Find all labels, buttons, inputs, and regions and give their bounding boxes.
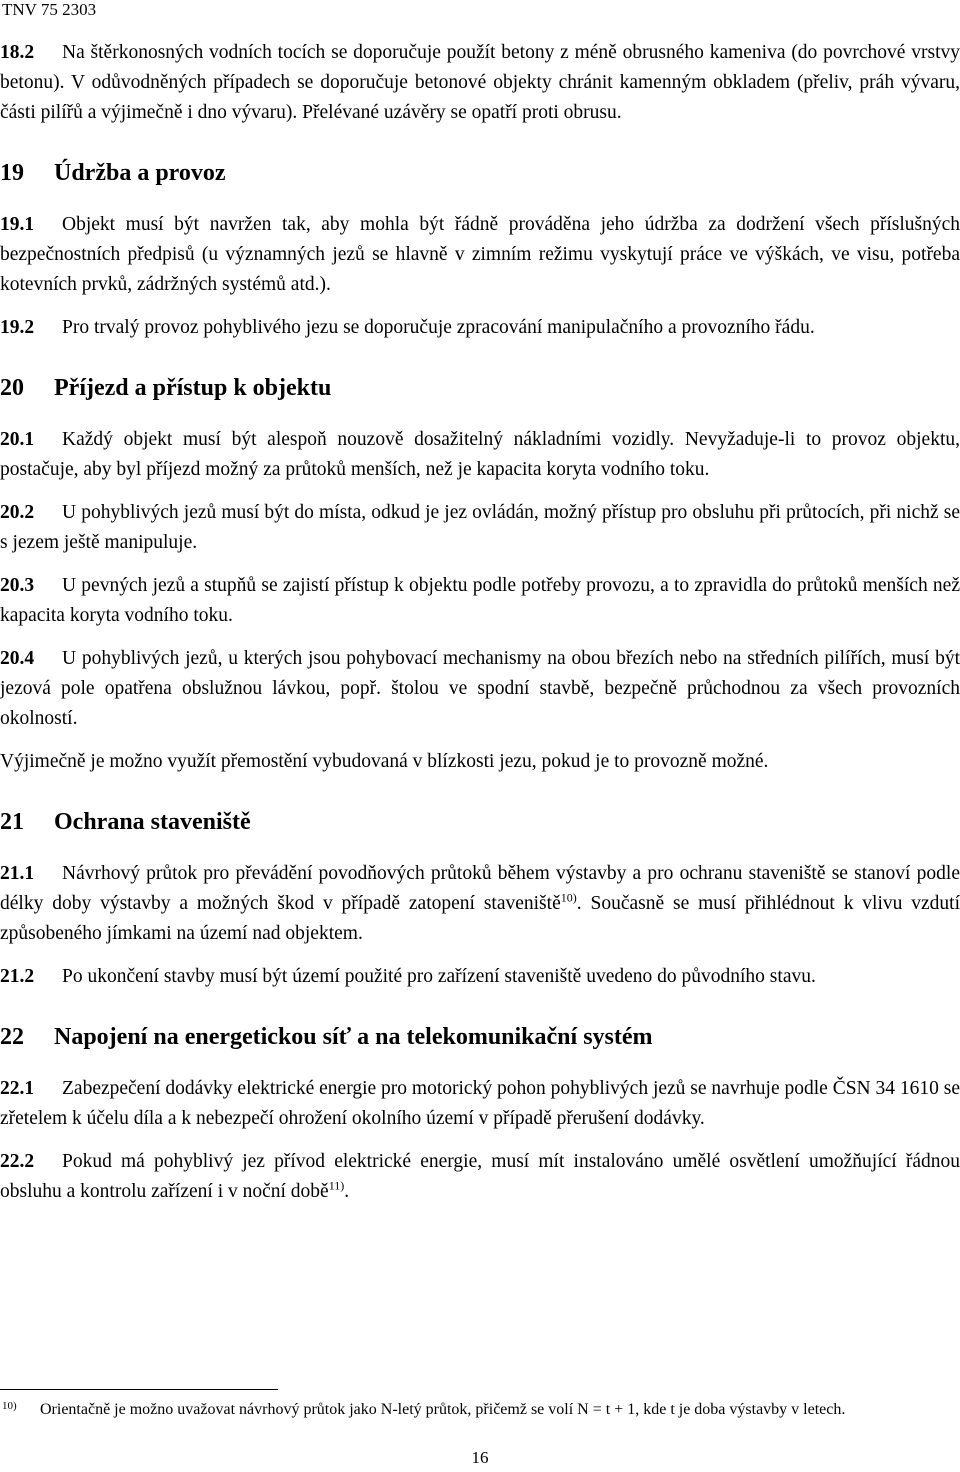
- paragraph-21-2: [0, 962, 960, 992]
- paragraph-number: 21.2: [0, 966, 35, 987]
- footnote-divider: [0, 1389, 278, 1390]
- section-heading-19: [0, 158, 960, 188]
- section-title: Ochrana staveniště: [54, 809, 251, 835]
- paragraph-text: Na štěrkonosných vodních tocích se doporučuje použít betony z méně obrusného kameniva (do povrchové vrstvy betonu). V odůvodněných případech se doporučuje betonové objekty chránit kamenným obkladem (přeliv, práh vývaru, části pilířů a výjimečně i dno vývaru). Přelévané uzávěry se opatří proti obrusu.: [0, 42, 960, 123]
- document-header: TNV 75 2303: [2, 0, 97, 19]
- section-heading-22: [0, 1022, 960, 1052]
- section-number: 20: [0, 375, 24, 401]
- paragraph-text: Zabezpečení dodávky elektrické energie pro motorický pohon pohyblivých jezů se navrhuje podle ČSN 34 1610 se zřetelem k účelu díla a k nebezpečí ohrožení okolního území v případě přerušení dodávky.: [0, 1078, 960, 1129]
- paragraph-20-4-continuation: Výjimečně je možno využít přemostění vybudovaná v blízkosti jezu, pokud je to provozně možné.: [0, 751, 769, 772]
- section-number: 19: [0, 160, 24, 186]
- paragraph-19-1: [0, 210, 960, 300]
- paragraph-22-1: [0, 1074, 960, 1134]
- paragraph-number: 20.4: [0, 648, 35, 669]
- section-title: Příjezd a přístup k objektu: [54, 375, 332, 401]
- footnote-mark: 10): [2, 1400, 17, 1412]
- footnote-reference[interactable]: 10): [560, 890, 577, 905]
- section-title: Napojení na energetickou síť a na telekomunikační systém: [54, 1024, 653, 1050]
- paragraph-text: Objekt musí být navržen tak, aby mohla být řádně prováděna jeho údržba za dodržení všech příslušných bezpečnostních předpisů (u významných jezů se hlavně v zimním režimu vyskytují práce ve výškách, ve visu, potřeba kotevních prvků, zádržných systémů atd.).: [0, 214, 960, 295]
- paragraph-number: 22.2: [0, 1151, 35, 1172]
- paragraph-20-1: [0, 425, 960, 485]
- paragraph-18-2: [0, 38, 960, 128]
- paragraph-text: Pro trvalý provoz pohyblivého jezu se doporučuje zpracování manipulačního a provozního řádu.: [62, 317, 815, 338]
- paragraph-number: 20.2: [0, 502, 35, 523]
- paragraph-19-2: [0, 313, 960, 343]
- paragraph-text: Pokud má pohyblivý jez přívod elektrické energie, musí mít instalováno umělé osvětlení umožňující řádnou obsluhu a kontrolu zařízení i v noční době: [0, 1151, 960, 1202]
- page-content: [0, 38, 960, 1207]
- paragraph-text: U pohyblivých jezů, u kterých jsou pohybovací mechanismy na obou březích nebo na středních pilířích, musí být jezová pole opatřena obslužnou lávkou, popř. štolou ve spodní stavbě, bezpečně průchodnou za všech provozních okolností.: [0, 648, 960, 729]
- section-number: 22: [0, 1024, 24, 1050]
- paragraph-text-continued: . Současně se musí přihlédnout k vlivu vzdutí způsobeného jímkami na území nad objektem.: [0, 893, 960, 944]
- paragraph-text: U pohyblivých jezů musí být do místa, odkud je jez ovládán, možný přístup pro obsluhu při průtocích, při nichž se s jezem ještě manipuluje.: [0, 502, 960, 553]
- paragraph-21-1: [0, 859, 960, 949]
- paragraph-number: 19.2: [0, 317, 35, 338]
- paragraph-20-2: [0, 498, 960, 558]
- paragraph-number: 21.1: [0, 863, 35, 884]
- paragraph-20-4: [0, 644, 960, 734]
- section-number: 21: [0, 809, 24, 835]
- paragraph-20-3: [0, 571, 960, 631]
- paragraph-text-continued: .: [344, 1181, 350, 1202]
- section-title: Údržba a provoz: [54, 160, 226, 186]
- section-heading-20: [0, 373, 960, 403]
- page-number: 16: [471, 1448, 489, 1467]
- paragraph-number: 18.2: [0, 42, 35, 63]
- paragraph-number: 20.1: [0, 429, 35, 450]
- paragraph-text: Každý objekt musí být alespoň nouzově dosažitelný nákladními vozidly. Nevyžaduje-li to provoz objektu, postačuje, aby byl příjezd možný za průtoků menších, než je kapacita koryta vodního toku.: [0, 429, 960, 480]
- paragraph-text: U pevných jezů a stupňů se zajistí přístup k objektu podle potřeby provozu, a to zpravidla do průtoků menších než kapacita koryta vodního toku.: [0, 575, 960, 626]
- paragraph-22-2: [0, 1147, 960, 1207]
- paragraph-text: Návrhový průtok pro převádění povodňových průtoků během výstavby a pro ochranu staveniště se stanoví podle délky doby výstavby a možných škod v případě zatopení staveniště: [0, 863, 960, 914]
- paragraph-number: 22.1: [0, 1078, 35, 1099]
- section-heading-21: [0, 807, 960, 837]
- paragraph-number: 20.3: [0, 575, 35, 596]
- paragraph-text: Po ukončení stavby musí být území použité pro zařízení staveniště uvedeno do původního stavu.: [62, 966, 816, 987]
- footnote-reference[interactable]: 11): [328, 1178, 345, 1193]
- footnote: [0, 1398, 960, 1422]
- footnote-text: Orientačně je možno uvažovat návrhový průtok jako N-letý průtok, přičemž se volí N = t + 1, kde t je doba výstavby v letech.: [40, 1401, 846, 1418]
- paragraph-number: 19.1: [0, 214, 35, 235]
